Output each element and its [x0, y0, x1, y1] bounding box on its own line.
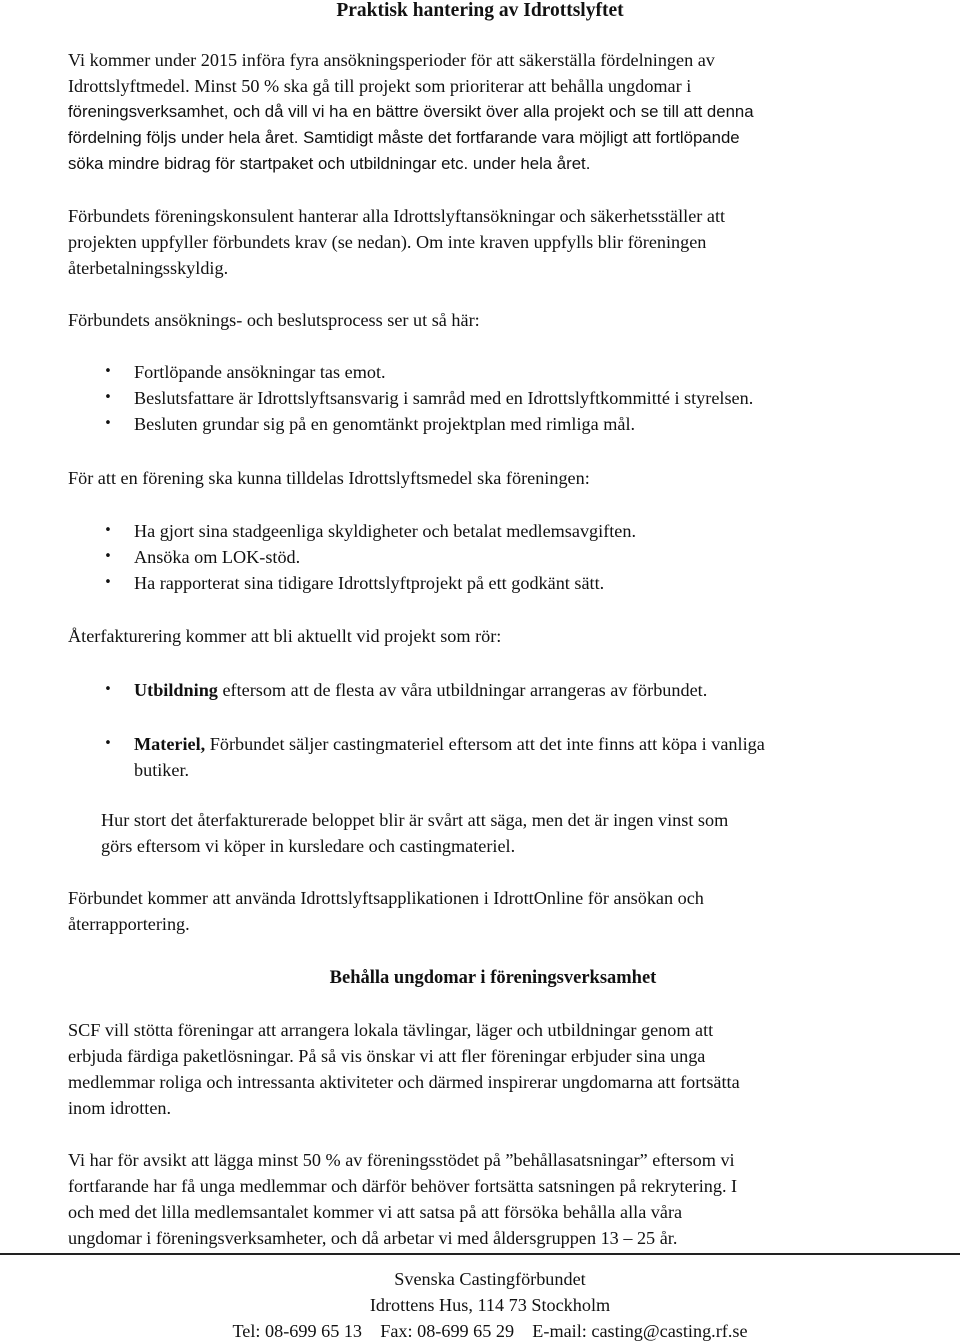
footer-contact — [0, 1318, 960, 1344]
bullet-icon: • — [104, 390, 112, 405]
footer-divider — [0, 1253, 960, 1255]
section2-p1-line-4: inom idrotten. — [68, 1098, 172, 1118]
konsulent-line-2: projekten uppfyller förbundets krav (se nedan). Om inte kraven uppfylls blir föreningen — [68, 232, 707, 252]
bullet-icon: • — [104, 549, 112, 564]
list-item: • Ha gjort sina stadgeenliga skyldigheter och betalat medlemsavgiften. — [68, 518, 918, 544]
intro-line-4: fördelning följs under hela året. Samtidigt måste det fortfarande vara möjligt att fortlöpande — [68, 128, 740, 147]
section2-p2-line-3: och med det lilla medlemsantalet kommer vi att satsa på att försöka behålla alla våra — [68, 1202, 683, 1222]
process-heading: Förbundets ansöknings- och beslutsprocess ser ut så här: — [68, 310, 480, 330]
list-item: • Ha rapporterat sina tidigare Idrottslyftprojekt på ett godkänt sätt. — [68, 570, 918, 596]
refakturering-list-1 — [68, 677, 918, 703]
refakturering-heading: Återfakturering kommer att bli aktuellt vid projekt som rör: — [68, 626, 502, 646]
page-title: Praktisk hantering av Idrottslyftet — [336, 0, 624, 21]
list-item: • Materiel, Förbundet säljer castingmateriel eftersom att det inte finns att köpa i vanliga — [68, 731, 918, 757]
footer-address: Idrottens Hus, 114 73 Stockholm — [369, 1295, 611, 1315]
list-item: • Ansöka om LOK-stöd. — [68, 544, 918, 570]
section2-p1-line-2: erbjuda färdiga paketlösningar. På så vis önskar vi att fler föreningar erbjuder sina unga — [68, 1046, 706, 1066]
list-item: • Utbildning eftersom att de flesta av våra utbildningar arrangeras av förbundet. — [68, 677, 918, 703]
bullet-icon: • — [104, 575, 112, 590]
refakturering-note-line-1: Hur stort det återfakturerade beloppet blir är svårt att säga, men det är ingen vinst som — [101, 810, 729, 830]
footer-tel: Tel: 08-699 65 13 — [232, 1321, 363, 1341]
bullet-icon: • — [104, 416, 112, 431]
intro-line-2: Idrottslyftmedel. Minst 50 % ska gå till projekt som prioriterar att behålla ungdomar i — [68, 76, 692, 96]
section2-p2-line-1: Vi har för avsikt att lägga minst 50 % av föreningsstödet på ”behållasatsningar” eftersom vi — [68, 1150, 735, 1170]
section-heading: Behålla ungdomar i föreningsverksamhet — [329, 968, 657, 988]
intro-line-5: söka mindre bidrag för startpaket och utbildningar etc. under hela året. — [68, 154, 591, 173]
footer-fax: Fax: 08-699 65 29 — [380, 1321, 515, 1341]
bullet-icon: • — [104, 736, 112, 751]
section2-p2-line-2: fortfarande har få unga medlemmar och därför behöver fortsätta satsningen på rekrytering. I — [68, 1176, 738, 1196]
bullet-icon: • — [104, 364, 112, 379]
requirements-list — [68, 518, 918, 596]
section2-p2-line-4: ungdomar i föreningsverksamheter, och då arbetar vi med åldersgruppen 13 – 25 år. — [68, 1228, 678, 1248]
application-line-2: återrapportering. — [68, 914, 190, 934]
intro-line-3: föreningsverksamhet, och då vill vi ha en bättre översikt över alla projekt och se till att denna — [68, 102, 754, 121]
requirements-heading: För att en förening ska kunna tilldelas Idrottslyftsmedel ska föreningen: — [68, 468, 590, 488]
footer-org: Svenska Castingförbundet — [394, 1269, 586, 1289]
refakturering-note-line-2: görs eftersom vi köper in kursledare och castingmateriel. — [101, 836, 516, 856]
refakturering-list-2 — [68, 731, 918, 783]
process-list — [68, 359, 918, 437]
application-line-1: Förbundet kommer att använda Idrottslyftsapplikationen i IdrottOnline för ansökan och — [68, 888, 704, 908]
bullet-icon: • — [104, 682, 112, 697]
konsulent-line-1: Förbundets föreningskonsulent hanterar alla Idrottslyftansökningar och säkerhetsställer att — [68, 206, 726, 226]
list-item: • Beslutsfattare är Idrottslyftsansvarig i samråd med en Idrottslyftkommitté i styrelsen. — [68, 385, 918, 411]
section2-p1-line-1: SCF vill stötta föreningar att arrangera lokala tävlingar, läger och utbildningar genom att — [68, 1020, 714, 1040]
intro-line-1: Vi kommer under 2015 införa fyra ansökningsperioder för att säkerställa fördelningen av — [68, 50, 715, 70]
list-item: • Fortlöpande ansökningar tas emot. — [68, 359, 918, 385]
footer-email[interactable]: E-mail: casting@casting.rf.se — [532, 1321, 748, 1341]
section2-p1-line-3: medlemmar roliga och intressanta aktiviteter och därmed inspirerar ungdomarna att fortsätta — [68, 1072, 740, 1092]
bullet-icon: • — [104, 523, 112, 538]
list-item-continuation: butiker. — [134, 760, 190, 780]
konsulent-line-3: återbetalningsskyldig. — [68, 258, 229, 278]
list-item: • Besluten grundar sig på en genomtänkt projektplan med rimliga mål. — [68, 411, 918, 437]
